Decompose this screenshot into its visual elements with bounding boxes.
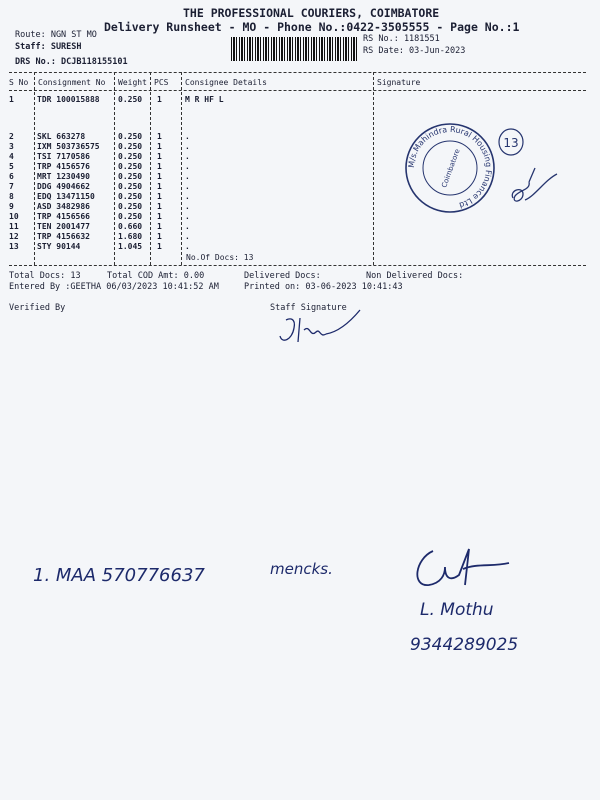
staff-signature bbox=[276, 306, 366, 354]
receiver-name: L. Mothu bbox=[420, 600, 494, 620]
runsheet-barcode bbox=[231, 37, 357, 61]
col-header-consignment: Consignment No bbox=[38, 78, 106, 87]
col-divider bbox=[181, 72, 182, 265]
rs-number: RS No.: 1181551 bbox=[363, 34, 440, 44]
col-header-consignee: Consignee Details bbox=[185, 78, 267, 87]
col-header-signature: Signature bbox=[377, 78, 421, 87]
delivered-docs: Delivered Docs: bbox=[244, 271, 321, 281]
col-header-sno: S No bbox=[9, 78, 29, 87]
runsheet-subtitle: Delivery Runsheet - MO - Phone No.:0422-3505555 - Page No.:1 bbox=[104, 20, 520, 34]
verified-by-label: Verified By bbox=[9, 303, 66, 313]
col-header-pcs: PCS bbox=[154, 78, 169, 87]
col-divider bbox=[114, 72, 115, 265]
stamp-city: Coimbatore bbox=[440, 147, 462, 189]
rs-date: RS Date: 03-Jun-2023 bbox=[363, 46, 466, 56]
receiver-phone: 9344289025 bbox=[410, 635, 519, 655]
stamp-ring-text: M/s.Mahindra Rural Housing Finance Ltd bbox=[406, 124, 494, 210]
handwritten-note: mencks. bbox=[270, 560, 333, 578]
staff-signature-label: Staff Signature bbox=[270, 303, 347, 313]
table-bottom-rule bbox=[9, 265, 586, 266]
table-header-rule bbox=[9, 90, 586, 91]
col-divider bbox=[373, 72, 374, 265]
col-divider bbox=[150, 72, 151, 265]
handwritten-entry: 1. MAA 570776637 bbox=[33, 565, 205, 586]
drs-number: DRS No.: DCJB118155101 bbox=[15, 57, 128, 67]
route-label: Route: NGN ST MO bbox=[15, 30, 97, 40]
col-header-weight: Weight bbox=[118, 78, 147, 87]
stamp-scribble bbox=[505, 160, 565, 210]
entered-by: Entered By :GEETHA 06/03/2023 10:41:52 AM bbox=[9, 282, 219, 292]
table-top-rule bbox=[9, 72, 586, 73]
stamp-circled-number: 13 bbox=[503, 136, 519, 150]
printed-on: Printed on: 03-06-2023 10:41:43 bbox=[244, 282, 403, 292]
receiver-signature bbox=[405, 545, 515, 595]
total-docs: Total Docs: 13 bbox=[9, 271, 81, 281]
total-cod: Total COD Amt: 0.00 bbox=[107, 271, 205, 281]
non-delivered-docs: Non Delivered Docs: bbox=[366, 271, 464, 281]
company-title: THE PROFESSIONAL COURIERS, COIMBATORE bbox=[183, 6, 440, 20]
staff-label: Staff: SURESH bbox=[15, 42, 82, 52]
col-divider bbox=[34, 72, 35, 265]
no-of-docs: No.Of Docs: 13 bbox=[186, 253, 254, 262]
